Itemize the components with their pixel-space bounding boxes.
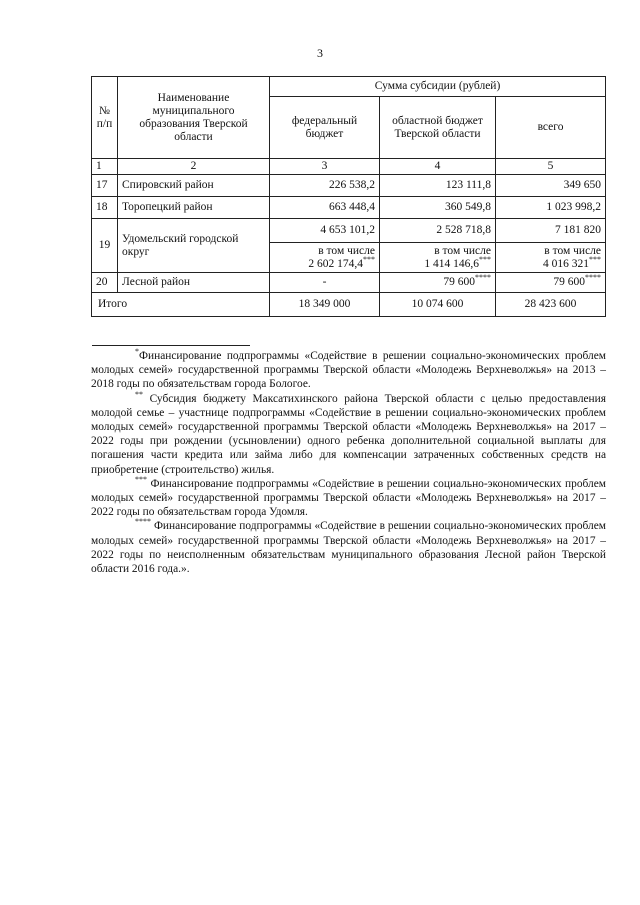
row-regional [380,273,496,293]
row-total: 7 181 820 [496,219,606,243]
including-label: в том числе [544,244,602,257]
col-number: 4 [380,159,496,175]
row-federal: 663 448,4 [270,197,380,219]
total-total: 28 423 600 [496,293,606,317]
footnote-marker: *** [363,254,375,264]
subsidy-table [91,76,606,317]
row-num: 19 [92,219,118,273]
footnote-mark: ** [135,389,143,399]
footnote-text: Финансирование подпрограммы «Содействие в решении социально-экономических проблем молодых семей» государственной программы Тверской области «Молодежь Верхневолжья» на 2017 – 2022 годы по неисполненным обязательствам муниципального образования Лесной район Тверской области 2016 года.». [91,520,606,576]
row-name: Лесной район [118,273,270,293]
footnote-1 [91,349,606,392]
column-numbers-row [92,159,606,175]
including-value: 1 414 146,6 [424,257,479,270]
footnote-text: Финансирование подпрограммы «Содействие в решении социально-экономических проблем молодых семей» государственной программы Тверской области «Молодежь Верхневолжья» на 2013 – 2018 годы по обязательствам города Бологое. [91,350,606,391]
row-num: 20 [92,273,118,293]
table-row [92,175,606,197]
footnote-marker: *** [589,254,602,264]
header-federal: федеральный бюджет [270,97,380,159]
footnote-marker: **** [585,273,602,283]
col-number: 5 [496,159,606,175]
including-label: в том числе [318,244,375,257]
header-total: всего [496,97,606,159]
col-number: 1 [92,159,118,175]
header-sum-group: Сумма субсидии (рублей) [270,77,606,97]
row-num: 17 [92,175,118,197]
col-number: 2 [118,159,270,175]
footnote-mark: **** [135,517,151,527]
row-regional: 2 528 718,8 [380,219,496,243]
footnote-4 [91,519,606,576]
footnote-3 [91,477,606,520]
footnote-mark: *** [135,475,147,485]
total-label: Итого [92,293,270,317]
table-row-20 [92,273,606,293]
header-name: Наименование муниципального образования Тверской области [118,77,270,159]
row-regional-value: 79 600 [443,276,475,288]
row-name: Спировский район [118,175,270,197]
row-num: 18 [92,197,118,219]
row-name: Торопецкий район [118,197,270,219]
row-federal-including [270,243,380,273]
footnote-text: Финансирование подпрограммы «Содействие в решении социально-экономических проблем молодых семей» государственной программы Тверской области «Молодежь Верхневолжья» на 2017 – 2022 годы по обязательствам города Удомля. [91,477,606,519]
including-label: в том числе [434,244,491,257]
table-row [92,197,606,219]
row-name: Удомельский городской округ [118,219,270,273]
row-total [496,273,606,293]
footnote-marker: *** [479,254,491,264]
row-regional: 123 111,8 [380,175,496,197]
footnote-text: Субсидия бюджету Максатихинского района Тверской области с целью предоставления молодой семье – участнице подпрограммы «Содействие в решении социально-экономических проблем молодых семей» государственной программы Тверской области «Молодежь Верхневолжья» на 2017 – 2022 годы при рождении (усыновлении) одного ребенка дополнительной социальной выплаты для погашения части кредита или займа либо для компенсации затраченных собственных средств на приобретение (строительство) жилья. [91,392,606,476]
footnote-mark: * [135,347,139,357]
total-regional: 10 074 600 [380,293,496,317]
header-row-1 [92,77,606,97]
row-federal: - [270,273,380,293]
col-number: 3 [270,159,380,175]
row-federal: 226 538,2 [270,175,380,197]
footnote-2 [91,389,606,477]
row-regional-including [380,243,496,273]
row-federal: 4 653 101,2 [270,219,380,243]
row-total-value: 79 600 [553,276,586,288]
total-federal: 18 349 000 [270,293,380,317]
row-total-including [496,243,606,273]
footnote-separator [92,345,250,346]
row-total: 1 023 998,2 [496,197,606,219]
header-num: № п/п [92,77,118,159]
page-number: 3 [317,46,323,60]
footnote-marker: **** [475,273,491,283]
table-row-19 [92,219,606,243]
row-regional: 360 549,8 [380,197,496,219]
total-row [92,293,606,317]
header-regional: областной бюджет Тверской области [380,97,496,159]
including-value: 2 602 174,4 [308,257,363,270]
row-total: 349 650 [496,175,606,197]
footnotes [91,349,606,576]
including-value: 4 016 321 [543,257,590,270]
